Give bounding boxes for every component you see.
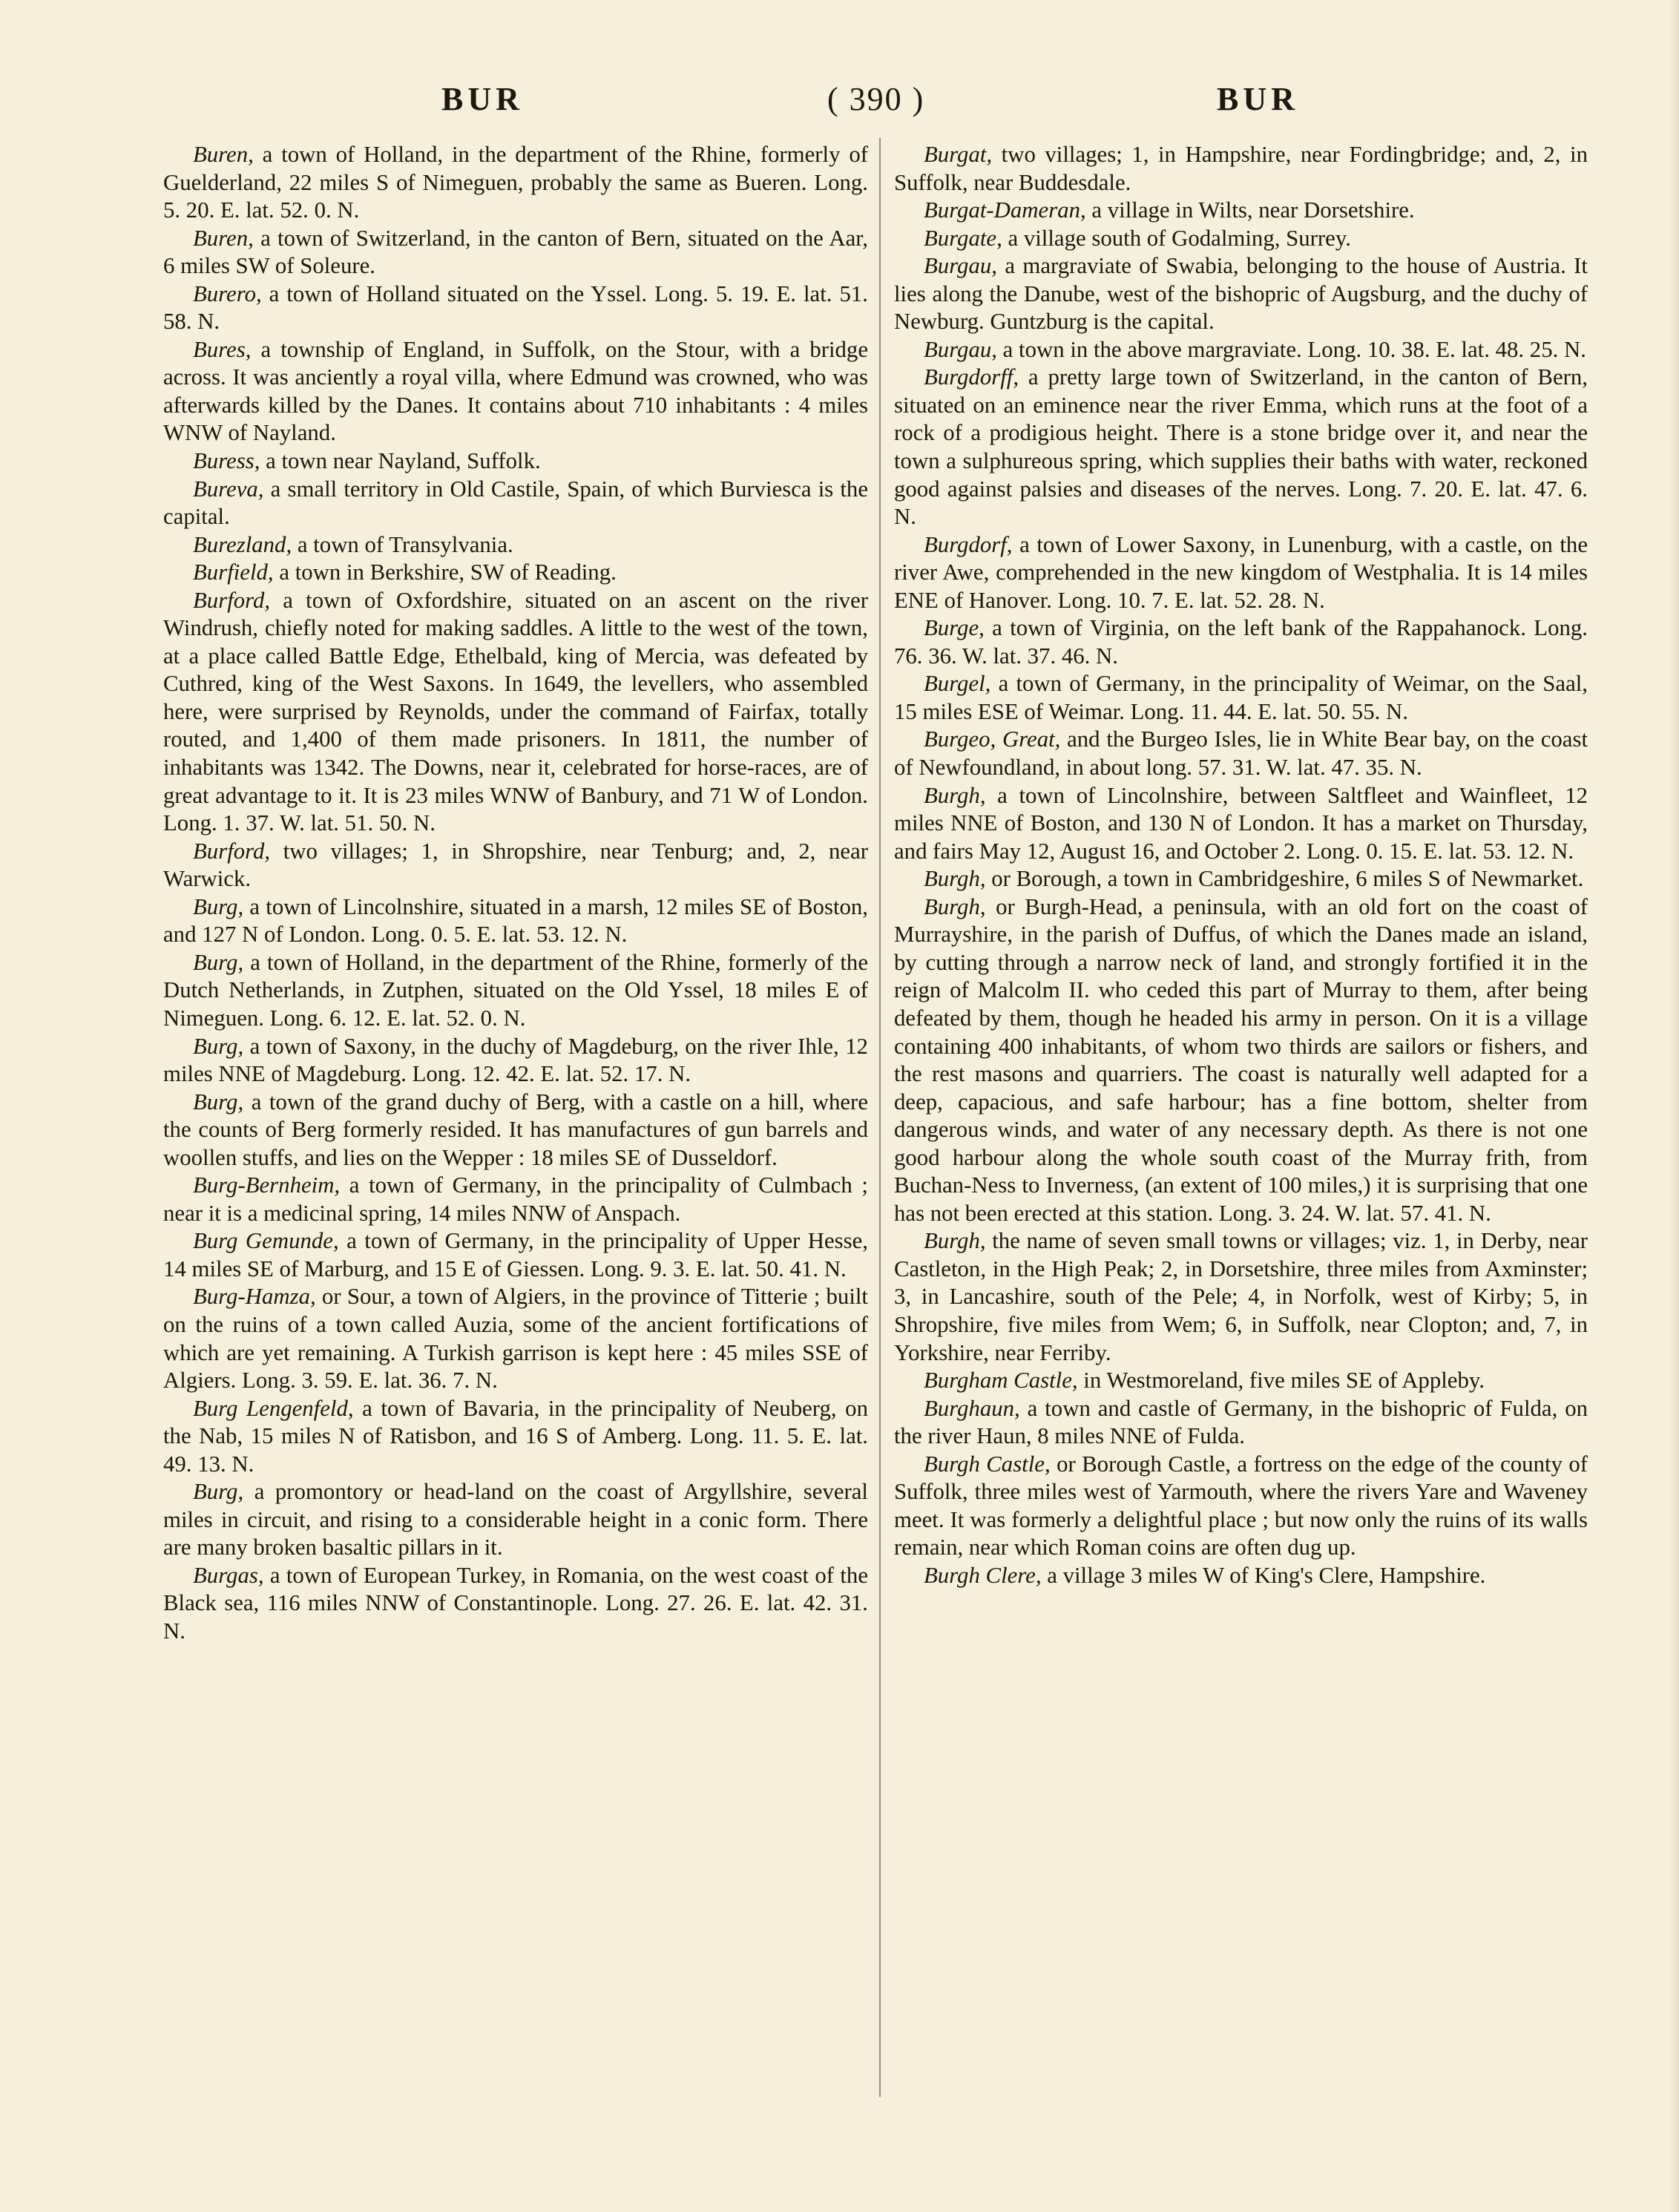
entry-text: a town of Germany, in the principality of Upper Hesse, 14 miles SE of Marburg, and 15 E of Giessen. Long. 9. 3. E. lat. 50. 41. N. bbox=[163, 1228, 868, 1281]
entry-text: a town near Nayland, Suffolk. bbox=[260, 448, 541, 474]
running-head bbox=[0, 80, 1679, 125]
entry-text: a town in Berkshire, SW of Reading. bbox=[273, 559, 617, 585]
entry-headword: Burgas, bbox=[193, 1562, 264, 1588]
entry-text: two villages; 1, in Shropshire, near Tenburg; and, 2, near Warwick. bbox=[163, 838, 868, 892]
entry-headword: Burg Lengenfeld, bbox=[193, 1395, 354, 1421]
gazetteer-entry bbox=[163, 225, 868, 280]
gazetteer-entry bbox=[894, 1227, 1588, 1367]
entry-text: and the Burgeo Isles, lie in White Bear bay, on the coast of Newfoundland, in about long. 57. 31. W. lat. 47. 35. N. bbox=[894, 726, 1588, 781]
gazetteer-entry bbox=[163, 1395, 868, 1479]
entry-text: or Borough, a town in Cambridgeshire, 6 miles S of Newmarket. bbox=[985, 866, 1584, 892]
entry-headword: Burford, bbox=[193, 587, 271, 613]
entry-headword: Burgh, bbox=[924, 782, 986, 808]
gazetteer-entry bbox=[163, 893, 868, 949]
entry-headword: Burge, bbox=[924, 615, 985, 641]
entry-text: a town of the grand duchy of Berg, with a castle on a hill, where the counts of Berg formerly resided. It has manufactures of gun barrels and woollen stuffs, and lies on the Wepper : 18 miles SE of Dusseldorf. bbox=[163, 1089, 868, 1170]
gazetteer-entry bbox=[163, 1562, 868, 1646]
entry-text: a town of Virginia, on the left bank of the Rappahanock. Long. 76. 36. W. lat. 37. 46. N. bbox=[894, 615, 1588, 669]
entry-headword: Burgh Clere, bbox=[924, 1562, 1042, 1588]
gazetteer-entry bbox=[163, 531, 868, 559]
entry-headword: Burg-Bernheim, bbox=[193, 1172, 341, 1198]
gazetteer-entry bbox=[163, 1283, 868, 1394]
gazetteer-entry bbox=[894, 197, 1588, 225]
entry-headword: Burgau, bbox=[924, 336, 997, 362]
entry-text: a pretty large town of Switzerland, in the canton of Bern, situated on an eminence near the river Emma, which runs at the foot of a rock of a prodigious height. There is a stone bridge over it, and near the town a sulphureous spring, which supplies their baths with water, reckoned good against palsies and diseases of the nerves. Long. 7. 20. E. lat. 47. 6. N. bbox=[894, 364, 1588, 530]
entry-headword: Buress, bbox=[193, 448, 260, 474]
gazetteer-entry bbox=[894, 726, 1588, 781]
entry-headword: Burg, bbox=[193, 1033, 244, 1059]
entry-text: a town in the above margraviate. Long. 10. 38. E. lat. 48. 25. N. bbox=[996, 336, 1586, 362]
gazetteer-entry bbox=[894, 670, 1588, 726]
gazetteer-entry bbox=[894, 1451, 1588, 1562]
gazetteer-entry bbox=[894, 893, 1588, 1228]
gazetteer-entry bbox=[894, 865, 1588, 893]
entry-headword: Burg Gemunde, bbox=[193, 1228, 339, 1254]
entry-headword: Burgat, bbox=[924, 142, 993, 167]
entry-headword: Burgh, bbox=[924, 1228, 986, 1254]
entry-headword: Burgh Castle, bbox=[924, 1451, 1051, 1477]
entry-text: two villages; 1, in Hampshire, near Fordingbridge; and, 2, in Suffolk, near Buddesdale. bbox=[894, 142, 1588, 195]
page-number: ( 390 ) bbox=[827, 81, 925, 117]
entry-headword: Burgeo, Great, bbox=[924, 726, 1061, 752]
gazetteer-entry bbox=[894, 141, 1588, 197]
entry-headword: Burgham Castle, bbox=[924, 1368, 1078, 1394]
gazetteer-entry bbox=[894, 1367, 1588, 1395]
entry-headword: Buren, bbox=[193, 225, 254, 251]
entry-text: or Burgh-Head, a peninsula, with an old fort on the coast of Murrayshire, in the parish of Duffus, of which the Danes made an island, by cutting through a narrow neck of land, and strongly fortified it in the reign of Malcolm II. who ceded this part of Murray to them, after being defeated by them, though he headed his army in person. On it is a village containing 400 inhabitants, of whom two thirds are sailors or fishers, and the rest masons and quarriers. The coast is naturally well adapted for a deep, capacious, and safe harbour; has a fine bottom, shelter from dangerous winds, and water of any necessary depth. As there is not one good harbour along the whole south coast of the Murray frith, from Buchan-Ness to Inverness, (an extent of 100 miles,) it is surprising that one has not been erected at this station. Long. 3. 24. W. lat. 57. 41. N. bbox=[894, 893, 1588, 1226]
entry-text: a town of Transylvania. bbox=[292, 531, 513, 557]
gazetteer-entry bbox=[163, 1478, 868, 1562]
entry-text: a town of Lincolnshire, between Saltfleet and Wainfleet, 12 miles NNE of Boston, and 130 N of London. It has a market on Thursday, and fairs May 12, August 16, and October 2. Long. 0. 15. E. lat. 53. 12. N. bbox=[894, 782, 1588, 864]
gazetteer-entry bbox=[163, 476, 868, 531]
entry-text: a town of Lower Saxony, in Lunenburg, with a castle, on the river Awe, comprehended in the new kingdom of Westphalia. It is 14 miles ENE of Hanover. Long. 10. 7. E. lat. 52. 28. N. bbox=[894, 531, 1588, 613]
gazetteer-entry bbox=[163, 559, 868, 587]
entry-headword: Burezland, bbox=[193, 531, 292, 557]
column-rule bbox=[879, 138, 881, 2097]
gazetteer-entry bbox=[894, 531, 1588, 615]
gazetteer-entry bbox=[163, 280, 868, 336]
entry-text: a town of Holland situated on the Yssel. Long. 5. 19. E. lat. 51. 58. N. bbox=[163, 280, 868, 335]
entry-headword: Burgdorff, bbox=[924, 364, 1019, 390]
entry-text: a town of European Turkey, in Romania, on the west coast of the Black sea, 116 miles NNW of Constantinople. Long. 27. 26. E. lat. 42. 31. N. bbox=[163, 1562, 868, 1644]
entry-headword: Burg, bbox=[193, 1479, 244, 1505]
entry-text: a town of Oxfordshire, situated on an ascent on the river Windrush, chiefly noted for making saddles. A little to the west of the town, at a place called Battle Edge, Ethelbald, king of Mercia, was defeated by Cuthred, king of the West Saxons. In 1649, the levellers, who assembled here, were surprised by Reynolds, under the command of Fairfax, totally routed, and 1,400 of them made prisoners. In 1811, the number of inhabitants was 1342. The Downs, near it, celebrated for horse-races, are of great advantage to it. It is 23 miles WNW of Banbury, and 71 W of London. Long. 1. 37. W. lat. 51. 50. N. bbox=[163, 587, 868, 836]
running-head-left: BUR bbox=[441, 81, 524, 117]
entry-headword: Burg-Hamza, bbox=[193, 1284, 316, 1310]
entry-headword: Burg, bbox=[193, 1089, 244, 1115]
page-edge-shading bbox=[1669, 0, 1679, 2212]
gazetteer-entry bbox=[163, 949, 868, 1033]
gazetteer-entry bbox=[163, 587, 868, 838]
entry-text: a promontory or head-land on the coast of Argyllshire, several miles in circuit, and rising to a considerable height in a conic form. There are many broken basaltic pillars in it. bbox=[163, 1479, 868, 1560]
gazetteer-entry bbox=[163, 336, 868, 447]
entry-text: a town of Switzerland, in the canton of Bern, situated on the Aar, 6 miles SW of Soleure. bbox=[163, 225, 868, 279]
entry-text: a town of Lincolnshire, situated in a marsh, 12 miles SE of Boston, and 127 N of London. Long. 0. 5. E. lat. 53. 12. N. bbox=[163, 893, 868, 948]
entry-text: a margraviate of Swabia, belonging to the house of Austria. It lies along the Danube, west of the bishopric of Augsburg, and the duchy of Newburg. Guntzburg is the capital. bbox=[894, 253, 1588, 335]
entry-text: a town of Holland, in the department of the Rhine, formerly of the Dutch Netherlands, in Zutphen, situated on the Old Yssel, 18 miles E of Nimeguen. Long. 6. 12. E. lat. 52. 0. N. bbox=[163, 949, 868, 1031]
entry-text: a town of Saxony, in the duchy of Magdeburg, on the river Ihle, 12 miles NNE of Magdeburg. Long. 12. 42. E. lat. 52. 17. N. bbox=[163, 1033, 868, 1087]
entry-text: the name of seven small towns or villages; viz. 1, in Derby, near Castleton, in the High Peak; 2, in Dorsetshire, three miles from Axminster; 3, in Lancashire, south of the Pele; 4, in Norfolk, west of Kirby; 5, in Shropshire, five miles from Wem; 6, in Suffolk, near Clopton; and, 7, in Yorkshire, near Ferriby. bbox=[894, 1228, 1588, 1365]
entry-headword: Burgel, bbox=[924, 671, 991, 697]
gazetteer-entry bbox=[163, 1033, 868, 1089]
entry-text: a town of Germany, in the principality of Culmbach ; near it is a medicinal spring, 14 miles NNW of Anspach. bbox=[163, 1172, 868, 1226]
gazetteer-entry bbox=[894, 1562, 1588, 1590]
gazetteer-entry bbox=[894, 252, 1588, 336]
gazetteer-entry bbox=[163, 1172, 868, 1227]
gazetteer-entry bbox=[894, 364, 1588, 531]
entry-text: or Sour, a town of Algiers, in the province of Titterie ; built on the ruins of a town called Auzia, some of the ancient fortifications of which are yet remaining. A Turkish garrison is kept here : 45 miles SSE of Algiers. Long. 3. 59. E. lat. 36. 7. N. bbox=[163, 1284, 868, 1394]
entry-headword: Burghaun, bbox=[924, 1395, 1020, 1421]
gazetteer-entry bbox=[894, 614, 1588, 670]
entry-headword: Burg, bbox=[193, 949, 244, 975]
gazetteer-entry bbox=[894, 225, 1588, 253]
gazetteer-entry bbox=[163, 447, 868, 476]
running-head-right: BUR bbox=[1217, 81, 1299, 117]
entry-text: in Westmoreland, five miles SE of Appleby. bbox=[1077, 1368, 1485, 1394]
gazetteer-entry bbox=[163, 141, 868, 225]
entry-headword: Burgdorf, bbox=[924, 531, 1013, 557]
gazetteer-entry bbox=[163, 838, 868, 893]
gazetteer-entry bbox=[163, 1089, 868, 1172]
left-column bbox=[163, 141, 868, 1646]
gazetteer-entry bbox=[894, 1395, 1588, 1451]
entry-headword: Burgh, bbox=[924, 893, 986, 919]
entry-headword: Burgau, bbox=[924, 253, 997, 279]
entry-text: a village 3 miles W of King's Clere, Hampshire. bbox=[1041, 1562, 1486, 1588]
entry-text: a township of England, in Suffolk, on the Stour, with a bridge across. It was anciently a royal villa, where Edmund was crowned, who was afterwards killed by the Danes. It contains about 710 inhabitants : 4 miles WNW of Nayland. bbox=[163, 336, 868, 446]
entry-headword: Burero, bbox=[193, 280, 262, 306]
entry-headword: Burgh, bbox=[924, 866, 986, 892]
entry-text: a town of Germany, in the principality of Weimar, on the Saal, 15 miles ESE of Weimar. Long. 11. 44. E. lat. 50. 55. N. bbox=[894, 671, 1588, 724]
entry-headword: Burg, bbox=[193, 893, 244, 919]
entry-text: a village south of Godalming, Surrey. bbox=[1002, 225, 1351, 251]
gazetteer-entry bbox=[894, 782, 1588, 866]
entry-headword: Burgate, bbox=[924, 225, 1002, 251]
entry-headword: Bureva, bbox=[193, 476, 264, 502]
entry-headword: Bures, bbox=[193, 336, 252, 362]
gazetteer-entry bbox=[163, 1227, 868, 1283]
entry-text: a town of Holland, in the department of the Rhine, formerly of Guelderland, 22 miles S of Nimeguen, probably the same as Bueren. Long. 5. 20. E. lat. 52. 0. N. bbox=[163, 142, 868, 223]
gazetteer-entry bbox=[894, 336, 1588, 364]
entry-headword: Burford, bbox=[193, 838, 271, 864]
entry-text: or Borough Castle, a fortress on the edge of the county of Suffolk, three miles west of Yarmouth, where the rivers Yare and Waveney meet. It was formerly a delightful place ; but now only the ruins of its walls remain, near which Roman coins are often dug up. bbox=[894, 1451, 1588, 1560]
entry-text: a small territory in Old Castile, Spain, of which Burviesca is the capital. bbox=[163, 476, 868, 530]
entry-text: a village in Wilts, near Dorsetshire. bbox=[1085, 197, 1415, 223]
entry-headword: Burgat-Dameran, bbox=[924, 197, 1086, 223]
right-column bbox=[894, 141, 1588, 1589]
entry-text: a town and castle of Germany, in the bishopric of Fulda, on the river Haun, 8 miles NNE of Fulda. bbox=[894, 1395, 1588, 1449]
entry-headword: Burfield, bbox=[193, 559, 274, 585]
entry-headword: Buren, bbox=[193, 142, 254, 167]
entry-text: a town of Bavaria, in the principality of Neuberg, on the Nab, 15 miles N of Ratisbon, and 16 S of Amberg. Long. 11. 5. E. lat. 49. 13. N. bbox=[163, 1395, 868, 1477]
